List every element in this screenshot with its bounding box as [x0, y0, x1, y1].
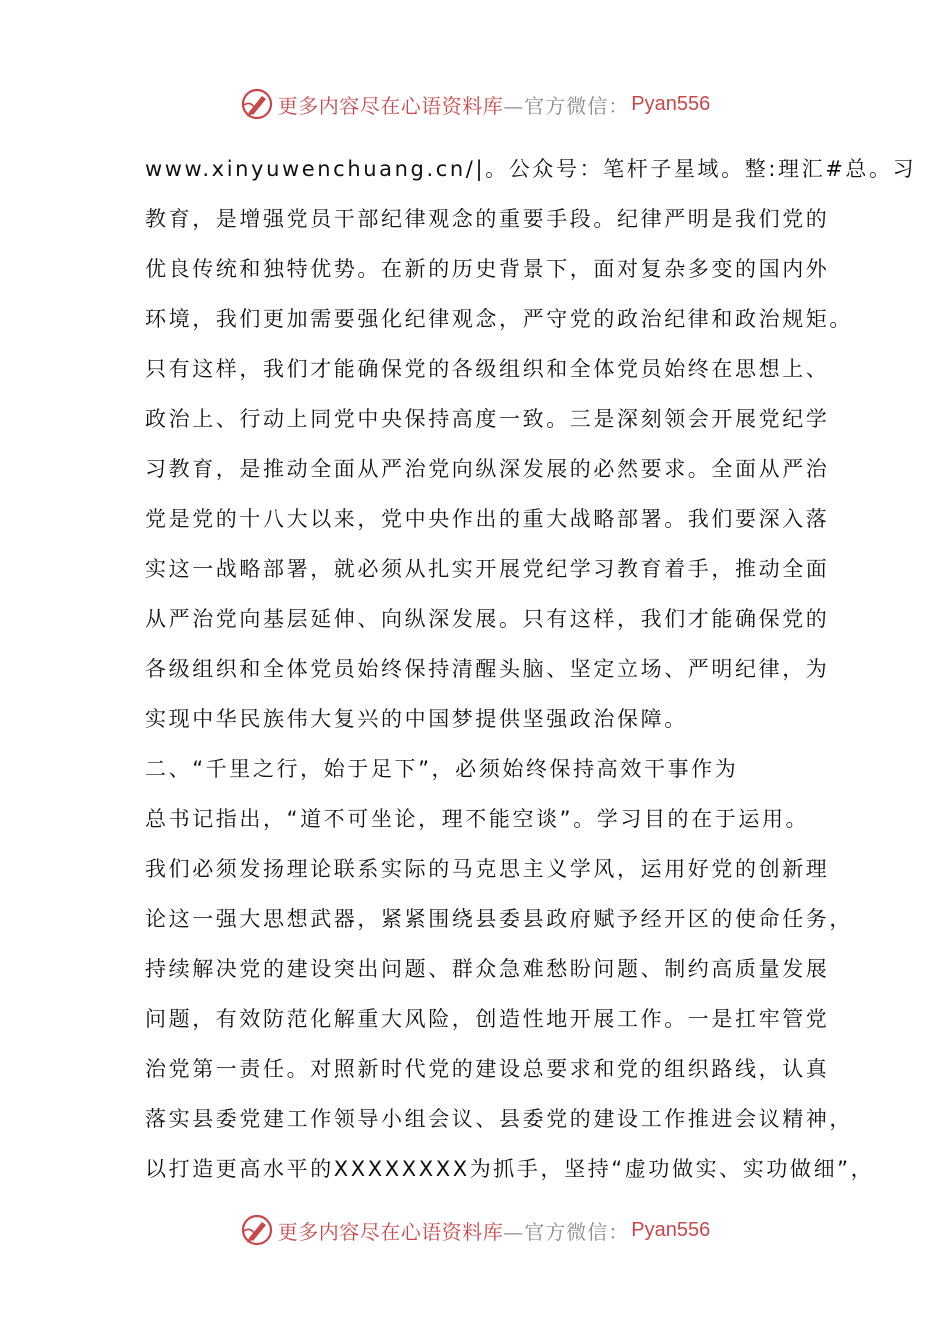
text-line: 优良传统和独特优势。在新的历史背景下，面对复杂多变的国内外 [145, 257, 830, 281]
banner-slogan: 更多内容尽在心语资料库 [277, 1219, 504, 1244]
text-line: 以打造更高水平的XXXXXXXX为抓手，坚持“虚功做实、实功做细”， [145, 1157, 875, 1181]
header-banner [0, 84, 950, 124]
text-line: 落实县委党建工作领导小组会议、县委党的建设工作推进会议精神， [145, 1107, 853, 1131]
text-line: 环境，我们更加需要强化纪律观念，严守党的政治纪律和政治规矩。 [145, 307, 853, 331]
text-line: 持续解决党的建设突出问题、群众急难愁盼问题、制约高质量发展 [145, 957, 830, 981]
banner-wechat-label: —官方微信： [503, 93, 630, 118]
text-line: 实这一战略部署，就必须从扎实开展党纪学习教育着手，推动全面 [145, 557, 830, 581]
document-body [145, 144, 917, 1194]
text-line: 从严治党向基层延伸、向纵深发展。只有这样，我们才能确保党的 [145, 607, 830, 631]
text-line: 问题，有效防范化解重大风险，创造性地开展工作。一是扛牢管党 [145, 1007, 830, 1031]
banner-wechat-label: —官方微信： [503, 1219, 630, 1244]
text-line: 实现中华民族伟大复兴的中国梦提供坚强政治保障。 [145, 707, 688, 731]
footer-banner [0, 1210, 950, 1250]
banner-wechat-id: Pyan556 [631, 92, 711, 115]
text-line: 政治上、行动上同党中央保持高度一致。三是深刻领会开展党纪学 [145, 407, 830, 431]
text-line: 各级组织和全体党员始终保持清醒头脑、坚定立场、严明纪律，为 [145, 657, 830, 681]
pen-logo-icon [240, 87, 274, 121]
text-line: 习教育，是推动全面从严治党向纵深发展的必然要求。全面从严治 [145, 457, 830, 481]
section-heading: 二、“千里之行，始于足下”，必须始终保持高效干事作为 [145, 757, 739, 781]
text-line: 治党第一责任。对照新时代党的建设总要求和党的组织路线，认真 [145, 1057, 830, 1081]
pen-logo-icon [240, 1213, 274, 1247]
banner-wechat-id: Pyan556 [631, 1218, 711, 1241]
banner-slogan: 更多内容尽在心语资料库 [277, 93, 504, 118]
text-line: www.xinyuwenchuang.cn/|。公众号：笔杆子星域。整:理汇#总。习 [145, 157, 917, 181]
text-line: 只有这样，我们才能确保党的各级组织和全体党员始终在思想上、 [145, 357, 830, 381]
text-line: 我们必须发扬理论联系实际的马克思主义学风，运用好党的创新理 [145, 857, 830, 881]
text-line: 党是党的十八大以来，党中央作出的重大战略部署。我们要深入落 [145, 507, 830, 531]
text-line: 总书记指出，“道不可坐论，理不能空谈”。学习目的在于运用。 [145, 807, 810, 831]
text-line: 教育，是增强党员干部纪律观念的重要手段。纪律严明是我们党的 [145, 207, 830, 231]
text-line: 论这一强大思想武器，紧紧围绕县委县政府赋予经开区的使命任务， [145, 907, 853, 931]
